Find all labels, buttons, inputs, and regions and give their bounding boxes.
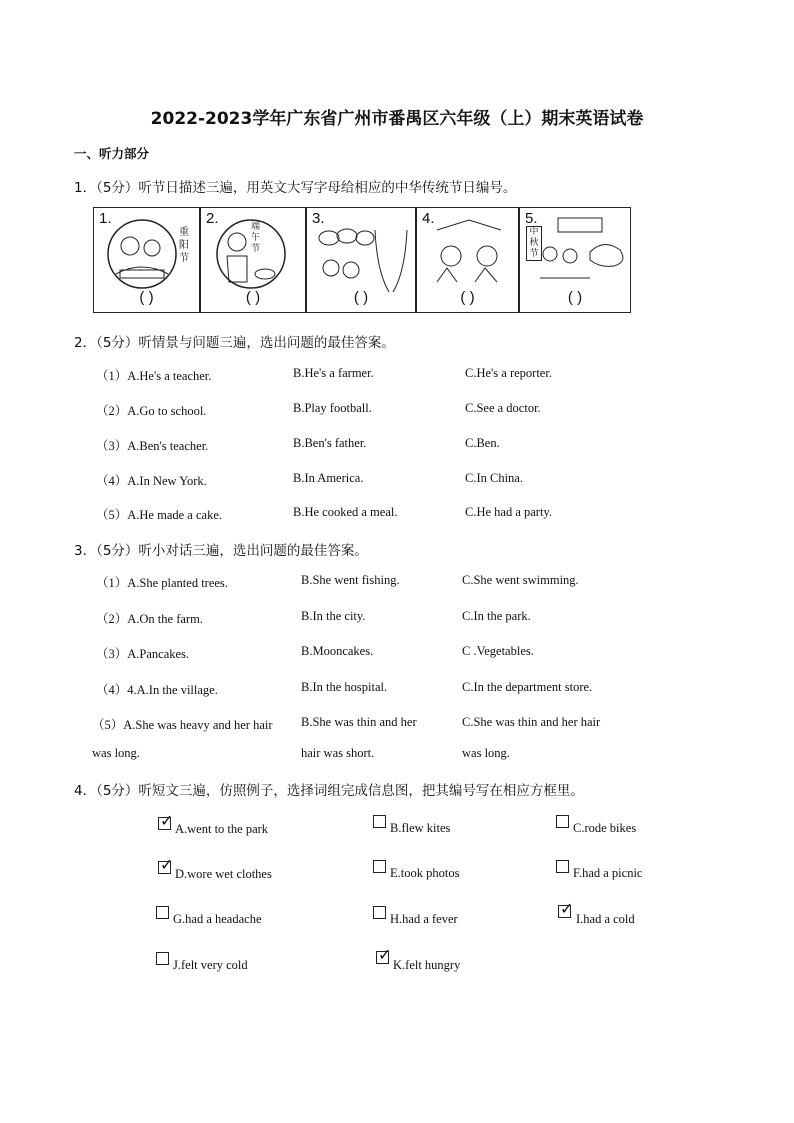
spring-festival-illustration [417, 212, 519, 292]
option-a: （4）4.A.In the village. [96, 683, 218, 697]
answer-blank: ( ) [353, 289, 369, 306]
checkbox-label-g: G.had a headache [173, 912, 262, 926]
checkbox-label-e: E.took photos [390, 866, 460, 880]
festival-panel-3 [306, 207, 416, 313]
checkbox-d[interactable] [158, 861, 171, 874]
festival-panel-4 [416, 207, 519, 313]
option-b: B.He cooked a meal. [293, 505, 398, 519]
option-c: C.In China. [465, 471, 523, 485]
festival-panel-2 [200, 207, 306, 313]
option-a: （2）A.Go to school. [96, 404, 207, 418]
panel-caption: 中秋节 [526, 226, 542, 261]
option-b: B.In the hospital. [301, 680, 388, 694]
option-a: （2）A.On the farm. [96, 612, 203, 626]
panel-number: 3. [312, 210, 325, 227]
question-4-text: 4．（5分）听短文三遍，仿照例子，选择词组完成信息图，把其编号写在相应方框里。 [74, 783, 584, 799]
option-c: C .Vegetables. [462, 644, 534, 658]
checkbox-label-j: J.felt very cold [173, 958, 248, 972]
checkbox-e[interactable] [373, 860, 386, 873]
checkbox-k[interactable] [376, 951, 389, 964]
checkbox-label-h: H.had a fever [390, 912, 458, 926]
option-c: C.She was thin and her hair [462, 715, 601, 729]
option-a: （1）A.He's a teacher. [96, 369, 212, 383]
option-a: （4）A.In New York. [96, 474, 207, 488]
option-c-continued: was long. [462, 746, 510, 760]
option-b: B.In the city. [301, 609, 366, 623]
checkbox-b[interactable] [373, 815, 386, 828]
checkbox-label-k: K.felt hungry [393, 958, 461, 972]
checkbox-label-a: A.went to the park [175, 822, 269, 836]
checkbox-h[interactable] [373, 906, 386, 919]
option-c: C.In the park. [462, 609, 531, 623]
festival-picture-strip [93, 207, 631, 315]
checkbox-label-c: C.rode bikes [573, 821, 637, 835]
checkbox-i[interactable] [558, 905, 571, 918]
option-a-continued: was long. [92, 746, 140, 760]
question-3-text: 3．（5分）听小对话三遍，选出问题的最佳答案。 [74, 543, 368, 559]
option-b: B.Play football. [293, 401, 372, 415]
option-a: （3）A.Pancakes. [96, 647, 190, 661]
checkbox-label-i: I.had a cold [576, 912, 635, 926]
panel-number: 5. [525, 210, 538, 227]
panel-caption: 重阳节 [179, 227, 189, 264]
option-b: B.Ben's father. [293, 436, 367, 450]
panel-number: 1. [99, 210, 112, 227]
option-c: C.See a doctor. [465, 401, 541, 415]
option-c: C.In the department store. [462, 680, 593, 694]
checkbox-label-b: B.flew kites [390, 821, 451, 835]
checkbox-label-d: D.wore wet clothes [175, 867, 272, 881]
option-c: C.Ben. [465, 436, 500, 450]
question-1-text: 1．（5分）听节日描述三遍，用英文大写字母给相应的中华传统节日编号。 [74, 180, 517, 196]
option-b: B.He's a farmer. [293, 366, 374, 380]
checkbox-a[interactable] [158, 817, 171, 830]
option-a: （1）A.She planted trees. [96, 576, 228, 590]
festival-panel-5 [519, 207, 631, 313]
checkbox-label-f: F.had a picnic [573, 866, 643, 880]
checkbox-f[interactable] [556, 860, 569, 873]
section-heading: 一、听力部分 [74, 146, 150, 161]
answer-blank: ( ) [460, 289, 475, 306]
checkbox-j[interactable] [156, 952, 169, 965]
option-c: C.He's a reporter. [465, 366, 552, 380]
option-a: （5）A.She was heavy and her hair [92, 718, 273, 732]
option-c: C.He had a party. [465, 505, 553, 519]
answer-blank: ( ) [245, 289, 261, 306]
option-a: （3）A.Ben's teacher. [96, 439, 209, 453]
panel-number: 4. [422, 210, 435, 227]
option-c: C.She went swimming. [462, 573, 579, 587]
page-title: 2022-2023学年广东省广州市番禺区六年级（上）期末英语试卷 [150, 109, 644, 129]
lantern-festival-illustration [307, 212, 416, 292]
option-b: B.She went fishing. [301, 573, 400, 587]
festival-panel-1 [93, 207, 200, 313]
answer-blank: ( ) [139, 289, 154, 306]
answer-blank: ( ) [567, 289, 583, 306]
question-2-text: 2．（5分）听情景与问题三遍，选出问题的最佳答案。 [74, 335, 395, 351]
option-b: B.Mooncakes. [301, 644, 374, 658]
option-b: B.In America. [293, 471, 364, 485]
checkbox-c[interactable] [556, 815, 569, 828]
panel-number: 2. [206, 210, 219, 227]
option-b: B.She was thin and her [301, 715, 417, 729]
option-a: （5）A.He made a cake. [96, 508, 222, 522]
checkbox-g[interactable] [156, 906, 169, 919]
panel-caption: 端午节 [251, 222, 261, 254]
option-b-continued: hair was short. [301, 746, 375, 760]
